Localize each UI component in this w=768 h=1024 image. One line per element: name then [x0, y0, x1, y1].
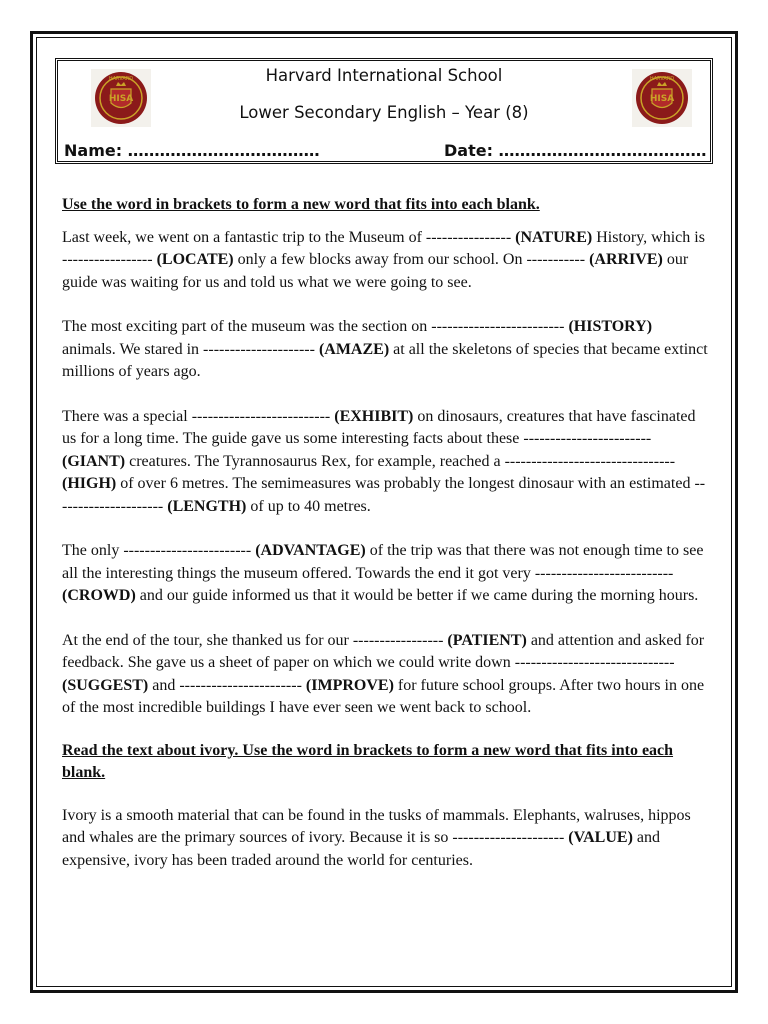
- worksheet-header: [55, 58, 713, 164]
- word-locate: (LOCATE): [156, 251, 234, 268]
- section1-instruction: Use the word in brackets to form a new word that fits into each blank.: [62, 196, 540, 213]
- school-logo-right: [632, 69, 692, 127]
- word-high: (HIGH): [62, 475, 117, 492]
- worksheet-content: [62, 194, 708, 872]
- paragraph-3: There was a special -------------------------- (EXHIBIT) on dinosaurs, creatures that have fascinated us for a long time. The guide gave us some interesting facts about these ------------------------ (GIANT) creatures. The Tyrannosaurus Rex, for example, reached a -------------------------------- (HIGH) of over 6 metres. The semimeasures was probably the longest dinosaur with an estimated --------------------- (LENGTH) of up to 40 metres.: [62, 407, 706, 515]
- word-length: (LENGTH): [167, 497, 247, 515]
- word-giant: (GIANT): [62, 452, 126, 470]
- svg-text:HARVARD: HARVARD: [108, 76, 134, 82]
- paragraph-ivory: Ivory is a smooth material that can be found in the tusks of mammals. Elephants, walruses, hippos and whales are the primary sources of ivory. Because it is so --------------------- (VALUE) and expensive, ivory has been traded around the world for centuries.: [62, 806, 691, 869]
- paragraph-2: The most exciting part of the museum was the section on ------------------------- (HISTORY) animals. We stared in --------------------- (AMAZE) at all the skeletons of species that became extinct millions of years ago.: [62, 318, 708, 380]
- word-exhibit: (EXHIBIT): [334, 407, 414, 425]
- word-value: (VALUE): [568, 829, 633, 846]
- paragraph-5: At the end of the tour, she thanked us for our ----------------- (PATIENT) and attention and asked for feedback. She gave us a sheet of paper on which we could write down ------------------------------ (SUGGEST) and ----------------------- (IMPROVE) for future school groups. After two hours in one of the most incredible buildings I have ever seen we went back to school.: [62, 631, 705, 716]
- word-history: (HISTORY): [568, 318, 653, 335]
- course-title: Lower Secondary English – Year (8): [239, 103, 529, 122]
- paragraph-1: Last week, we went on a fantastic trip to the Museum of ---------------- (NATURE) History, which is ----------------- (LOCATE) only a few blocks away from our school. On ----------- (ARRIVE) our guide was waiting for us and told us what we were going to see.: [62, 228, 705, 291]
- word-patient: (PATIENT): [447, 631, 527, 649]
- word-nature: (NATURE): [515, 228, 593, 246]
- word-amaze: (AMAZE): [318, 340, 390, 358]
- word-improve: (IMPROVE): [305, 676, 394, 694]
- section2-instruction: Read the text about ivory. Use the word in brackets to form a new word that fits into each blank.: [62, 741, 674, 781]
- school-name: Harvard International School: [265, 66, 503, 85]
- word-arrive: (ARRIVE): [589, 251, 663, 268]
- date-field[interactable]: Date: …………………………………: [444, 141, 707, 160]
- svg-text:HARVARD: HARVARD: [649, 76, 675, 82]
- svg-text:HISA: HISA: [108, 94, 134, 104]
- paragraph-4: The only ------------------------ (ADVANTAGE) of the trip was that there was not enough time to see all the interesting things the museum offered. Towards the end it got very -------------------------- (CROWD) and our guide informed us that it would be better if we came during the morning hours.: [62, 542, 704, 604]
- svg-text:HISA: HISA: [649, 94, 675, 104]
- word-crowd: (CROWD): [62, 587, 136, 604]
- word-suggest: (SUGGEST): [62, 676, 149, 694]
- word-advantage: (ADVANTAGE): [255, 542, 366, 559]
- name-field[interactable]: Name: ………………………………: [64, 141, 320, 160]
